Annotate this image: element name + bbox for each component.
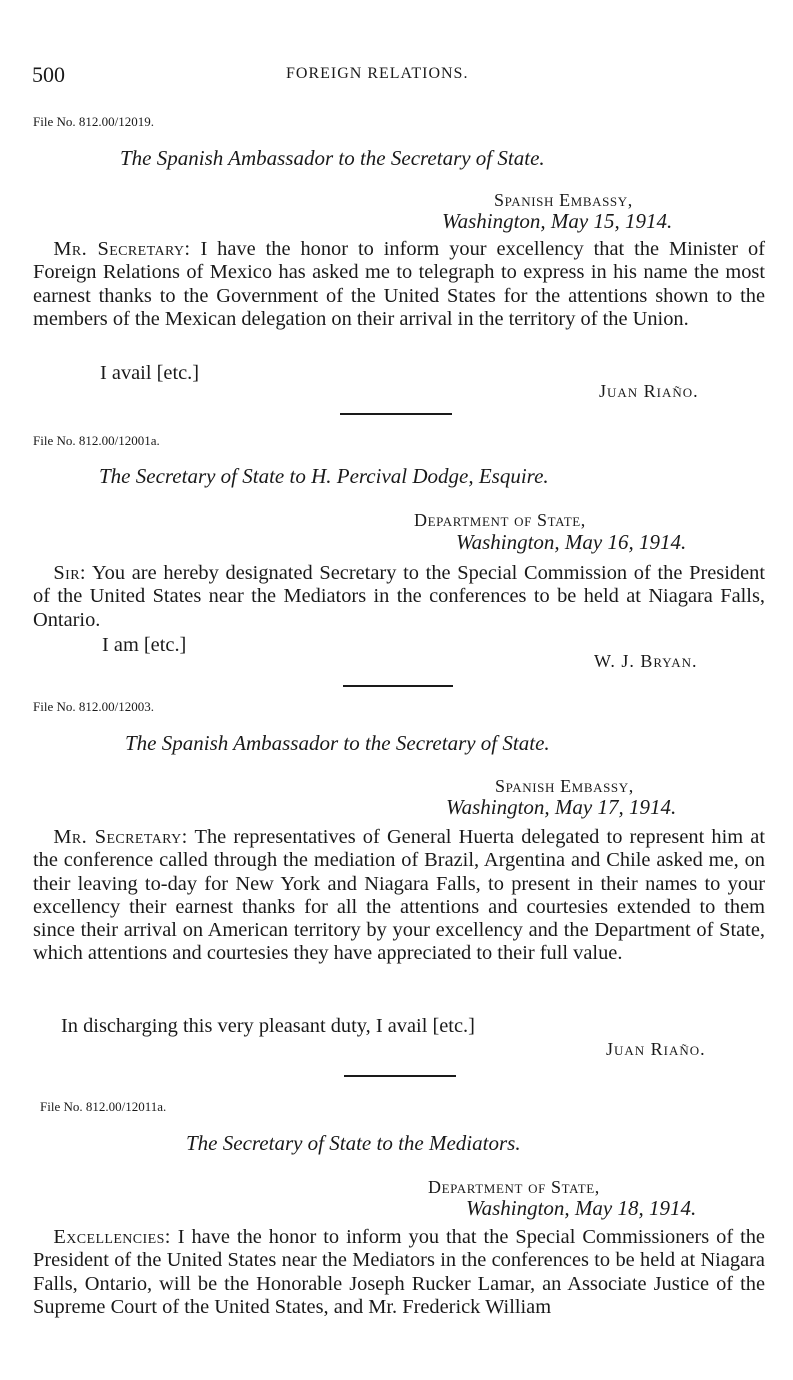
section-divider <box>343 685 453 687</box>
running-title: FOREIGN RELATIONS. <box>286 65 469 82</box>
letter-heading: The Spanish Ambassador to the Secretary of State. <box>125 731 550 755</box>
body-text: I have the honor to inform you that the Special Commissioners of the President of the United States near the Mediators in the conferences to be held at Niagara Falls, Ontario, will be the Honorable Joseph Rucker Lamar, an Associate Justice of the Supreme Court of the United States, and Mr. Frederick William <box>33 1226 765 1318</box>
salutation: Mr. Secretary: <box>53 826 188 848</box>
file-number: File No. 812.00/12011a. <box>40 1099 167 1114</box>
file-number: File No. 812.00/12019. <box>33 114 154 129</box>
file-number: File No. 812.00/12003. <box>33 699 154 714</box>
signature: Juan Riaño. <box>599 381 699 401</box>
letter-place: Department of State, <box>428 1177 600 1197</box>
letter-place: Spanish Embassy, <box>494 190 633 210</box>
letter-heading: The Secretary of State to the Mediators. <box>186 1131 521 1155</box>
letter-body <box>33 826 765 966</box>
body-text: I have the honor to inform your excellency that the Minister of Foreign Relations of Mexico has asked me to telegraph to express in his name the most earnest thanks to the Government of the United States for the attentions shown to the members of the Mexican delegation on their arrival in the territory of the Union. <box>33 238 766 330</box>
letter-closing: I avail [etc.] <box>100 362 200 384</box>
page-number: 500 <box>32 62 65 87</box>
salutation: Excellencies: <box>53 1226 171 1248</box>
running-head <box>32 62 761 90</box>
salutation: Mr. Secretary: <box>53 238 191 260</box>
letter-body <box>33 238 765 331</box>
signature: Juan Riaño. <box>606 1039 706 1059</box>
letter-date: Washington, May 15, 1914. <box>442 209 673 233</box>
letter-body <box>33 1226 765 1319</box>
section-divider <box>344 1075 456 1077</box>
body-text: You are hereby designated Secretary to the Special Commission of the President of the United States near the Mediators in the conferences to be held at Niagara Falls, Ontario. <box>33 562 765 631</box>
body-text: The representatives of General Huerta delegated to represent him at the conference called through the mediation of Brazil, Argentina and Chile asked me, on their leaving to-day for New York and Niagara Falls, to present in their names to your excellency their earnest thanks for all the attentions and courtesies extended to them since their arrival on American territory by your excellency and the Department of State, which attentions and courtesies they have appreciated to their full value. <box>33 826 766 965</box>
salutation: Sir: <box>53 562 86 584</box>
letter-closing: In discharging this very pleasant duty, I avail [etc.] <box>61 1015 475 1037</box>
letter-heading: The Secretary of State to H. Percival Dodge, Esquire. <box>99 464 549 488</box>
file-number: File No. 812.00/12001a. <box>33 433 160 448</box>
letter-closing: I am [etc.] <box>102 634 187 656</box>
letter-date: Washington, May 18, 1914. <box>466 1196 697 1220</box>
section-divider <box>340 413 452 415</box>
letter-date: Washington, May 17, 1914. <box>446 795 677 819</box>
letter-body <box>33 562 765 632</box>
signature: W. J. Bryan. <box>594 651 698 671</box>
letter-date: Washington, May 16, 1914. <box>456 530 687 554</box>
letter-place: Spanish Embassy, <box>495 776 634 796</box>
letter-place: Department of State, <box>414 510 586 530</box>
letter-heading: The Spanish Ambassador to the Secretary of State. <box>120 146 545 170</box>
